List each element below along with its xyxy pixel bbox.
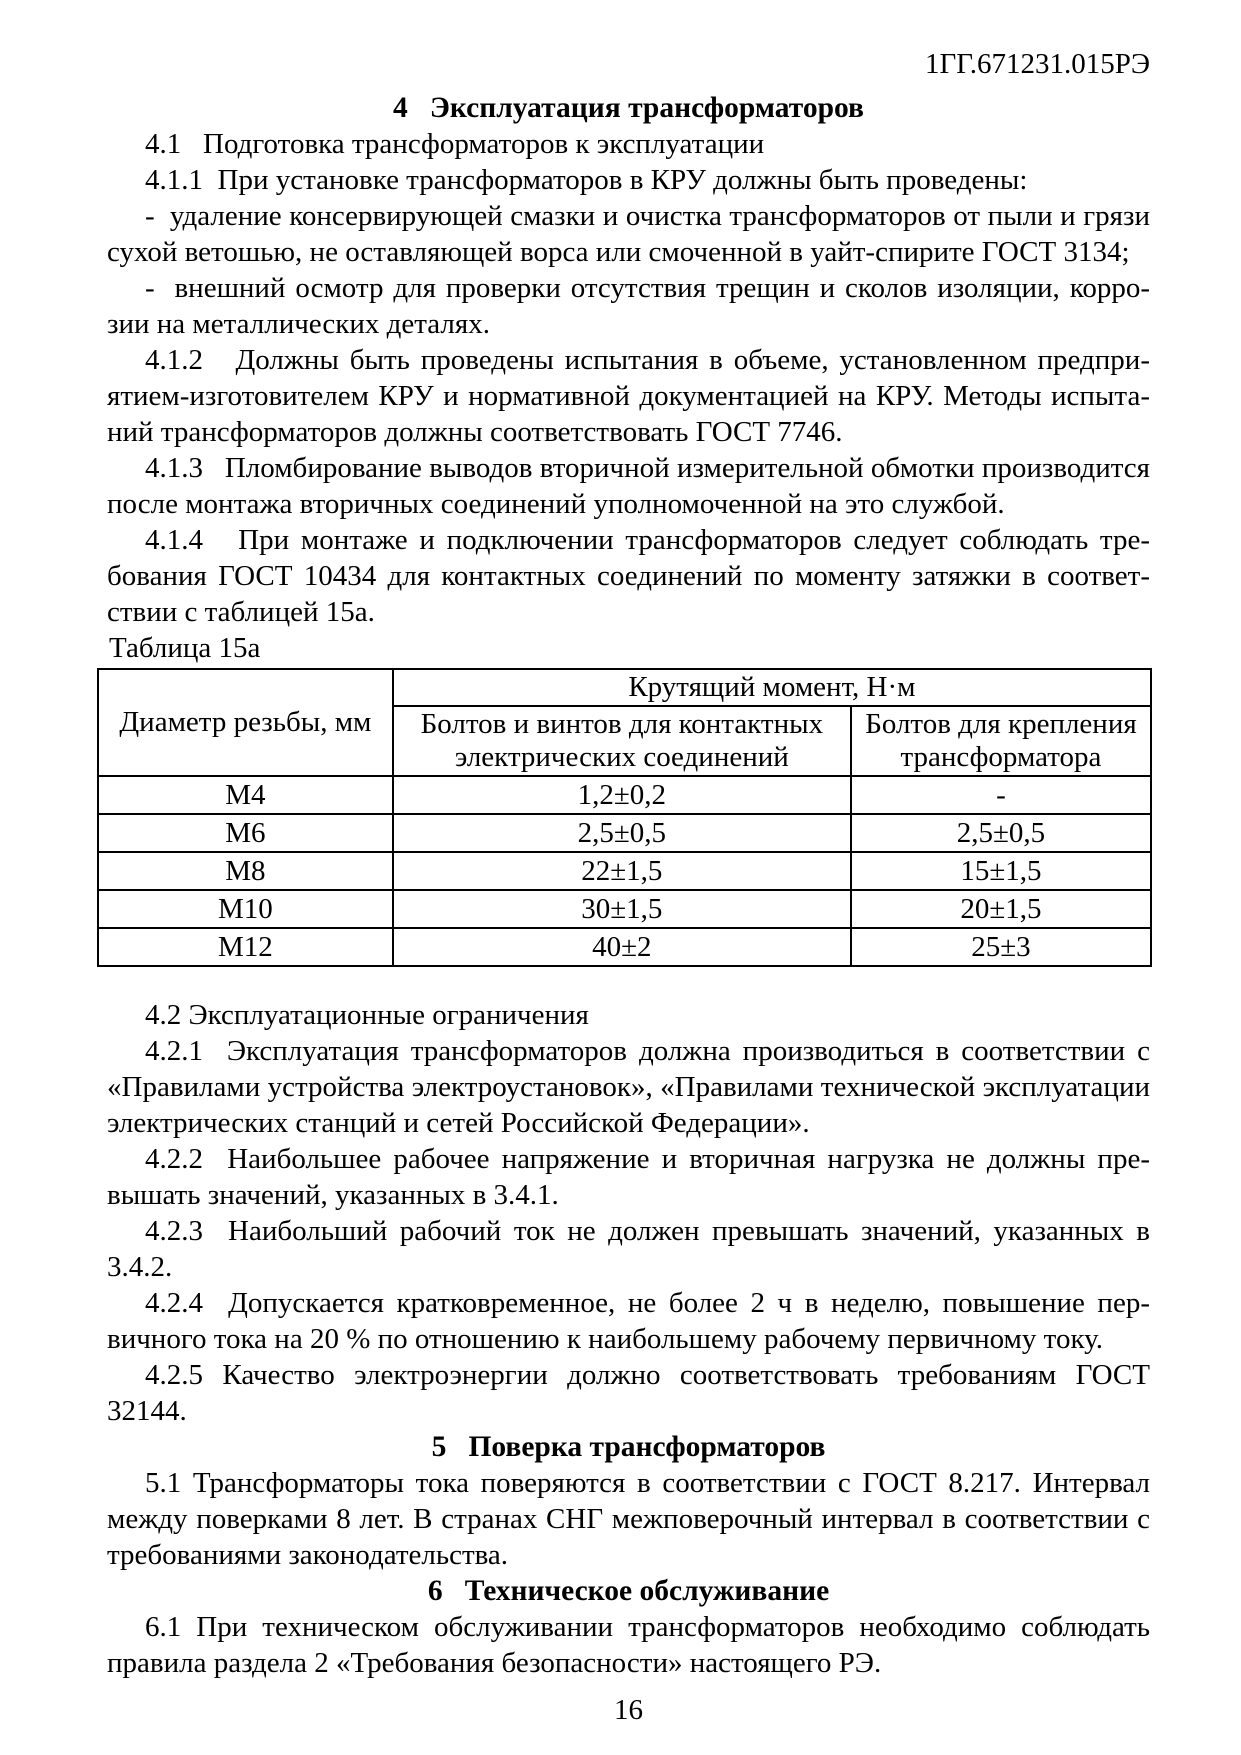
cell-diameter: М10	[98, 890, 393, 928]
table-row-m10	[98, 890, 1151, 928]
cell-contact-torque: 30±1,5	[393, 890, 851, 928]
cell-diameter: М4	[98, 776, 393, 814]
cell-mounting-torque: 20±1,5	[851, 890, 1151, 928]
doc-code: 1ГГ.671231.015РЭ	[924, 48, 1150, 80]
cell-diameter: М6	[98, 814, 393, 852]
paragraph-4-1-4: 4.1.4 При монтаже и подключении трансформаторов следует соблюдать требования ГОСТ 10434 для контактных соединений по моменту затяжки в соответствии с таблицей 15а.	[107, 524, 1150, 628]
cell-diameter: М8	[98, 852, 393, 890]
cell-contact-torque: 1,2±0,2	[393, 776, 851, 814]
table-subheader-mounting-bolts: Болтов для крепления трансформатора	[851, 706, 1151, 776]
table-row-m4	[98, 776, 1151, 814]
paragraph-4-2-3: 4.2.3 Наибольший рабочий ток не должен превышать значений, указанных в 3.4.2.	[107, 1215, 1150, 1283]
cell-contact-torque: 40±2	[393, 928, 851, 966]
paragraph-4-1: 4.1 Подготовка трансформаторов к эксплуатации	[145, 128, 765, 160]
cell-mounting-torque: 2,5±0,5	[851, 814, 1151, 852]
cell-contact-torque: 2,5±0,5	[393, 814, 851, 852]
list-item-grease-removal: - удаление консервирующей смазки и очистка трансформаторов от пыли и грязи сухой ветошью, не оставляющей ворса или смоченной в уайт-спирите ГОСТ 3134;	[107, 200, 1150, 268]
paragraph-4-2-5: 4.2.5 Качество электроэнергии должно соответствовать требованиям ГОСТ 32144.	[107, 1359, 1150, 1427]
cell-mounting-torque: -	[851, 776, 1151, 814]
list-item-visual-inspection: - внешний осмотр для проверки отсутствия трещин и сколов изоляции, коррозии на металлических деталях.	[107, 272, 1150, 340]
table-subheader-contact-bolts: Болтов и винтов для контактных электрических соединений	[393, 706, 851, 776]
cell-contact-torque: 22±1,5	[393, 852, 851, 890]
paragraph-4-1-1: 4.1.1 При установке трансформаторов в КРУ должны быть проведены:	[145, 164, 1028, 196]
paragraph-4-2-4: 4.2.4 Допускается кратковременное, не более 2 ч в неделю, повышение первичного тока на 20 % по отношению к наибольшему рабочему первичному току.	[107, 1287, 1150, 1355]
section-6-heading: 6 Техническое обслуживание	[427, 1575, 830, 1607]
table-header-diameter: Диаметр резьбы, мм	[98, 669, 393, 776]
paragraph-4-1-2: 4.1.2 Должны быть проведены испытания в объеме, установленном предприятием-изготовителем КРУ и нормативной документацией на КРУ. Методы испытаний трансформаторов должны соответствовать ГОСТ 7746.	[107, 344, 1150, 448]
page-number: 16	[614, 1694, 643, 1726]
cell-diameter: М12	[98, 928, 393, 966]
document-content	[107, 90, 1150, 1681]
paragraph-6-1: 6.1 При техническом обслуживании трансформаторов необходимо соблюдать правила раздела 2 «Требования безопасности» настоящего РЭ.	[107, 1611, 1150, 1679]
table-15a-caption: Таблица 15а	[109, 632, 261, 664]
section-4-heading: 4 Эксплуатация трансформаторов	[393, 92, 864, 124]
paragraph-4-2-1: 4.2.1 Эксплуатация трансформаторов должна производиться в соответствии с «Правилами устройства электроустановок», «Правилами технической эксплуатации электрических станций и сетей Российской Федерации».	[107, 1035, 1150, 1139]
cell-mounting-torque: 15±1,5	[851, 852, 1151, 890]
paragraph-4-2-2: 4.2.2 Наибольшее рабочее напряжение и вторичная нагрузка не должны превышать значений, указанных в 3.4.1.	[107, 1143, 1150, 1211]
table-header-row-1	[98, 669, 1151, 706]
table-15a	[97, 668, 1152, 967]
table-header-torque: Крутящий момент, Н·м	[393, 669, 1151, 706]
table-row-m8	[98, 852, 1151, 890]
paragraph-5-1: 5.1 Трансформаторы тока поверяются в соответствии с ГОСТ 8.217. Интервал между поверками 8 лет. В странах СНГ межповерочный интервал в соответствии с требованиями законодательства.	[107, 1467, 1150, 1571]
cell-mounting-torque: 25±3	[851, 928, 1151, 966]
section-5-heading: 5 Поверка трансформаторов	[431, 1431, 826, 1463]
paragraph-4-1-3: 4.1.3 Пломбирование выводов вторичной измерительной обмотки производится после монтажа вторичных соединений уполномоченной на это службой.	[107, 452, 1150, 520]
paragraph-4-2: 4.2 Эксплуатационные ограничения	[145, 999, 589, 1031]
table-row-m6	[98, 814, 1151, 852]
table-row-m12	[98, 928, 1151, 966]
